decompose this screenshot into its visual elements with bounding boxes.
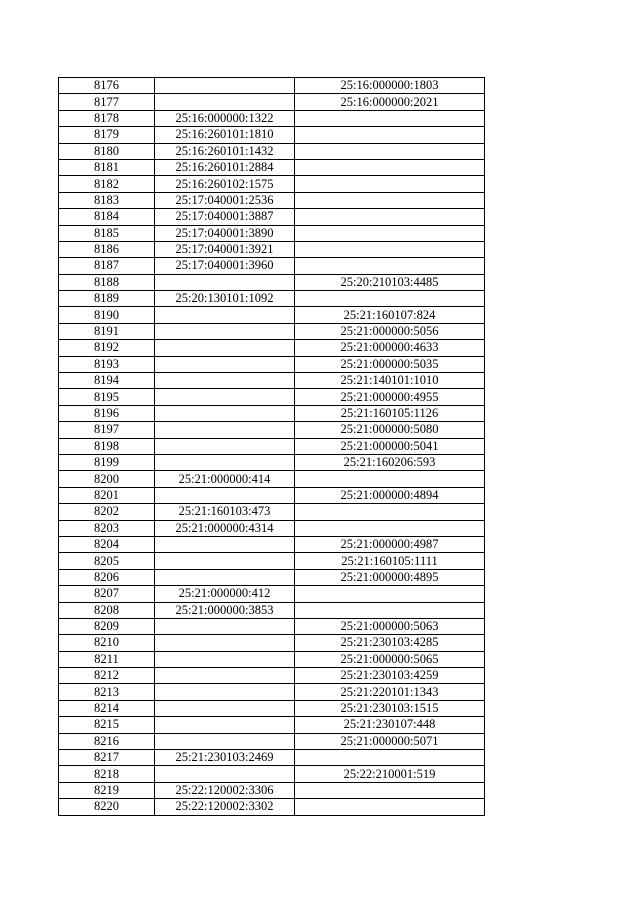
row-number-cell: 8176 bbox=[59, 78, 155, 94]
cadastral-number-cell-b: 25:21:160107:824 bbox=[295, 307, 485, 323]
table-row bbox=[59, 487, 485, 503]
table-row bbox=[59, 717, 485, 733]
row-number-cell: 8215 bbox=[59, 717, 155, 733]
cadastral-number-cell-a bbox=[155, 405, 295, 421]
row-number-cell: 8208 bbox=[59, 602, 155, 618]
cadastral-number-cell-a bbox=[155, 94, 295, 110]
cadastral-number-cell-a: 25:21:000000:4314 bbox=[155, 520, 295, 536]
row-number-cell: 8178 bbox=[59, 110, 155, 126]
cadastral-number-cell-a bbox=[155, 274, 295, 290]
table-row bbox=[59, 389, 485, 405]
row-number-cell: 8183 bbox=[59, 192, 155, 208]
cadastral-number-cell-b bbox=[295, 225, 485, 241]
cadastral-number-cell-b bbox=[295, 504, 485, 520]
table-row bbox=[59, 143, 485, 159]
table-row bbox=[59, 618, 485, 634]
row-number-cell: 8205 bbox=[59, 553, 155, 569]
cadastral-number-cell-b: 25:21:000000:5041 bbox=[295, 438, 485, 454]
cadastral-number-cell-b: 25:21:160105:1111 bbox=[295, 553, 485, 569]
row-number-cell: 8188 bbox=[59, 274, 155, 290]
table-row bbox=[59, 356, 485, 372]
table-row bbox=[59, 668, 485, 684]
cadastral-number-cell-a bbox=[155, 356, 295, 372]
cadastral-number-cell-a bbox=[155, 323, 295, 339]
table-row bbox=[59, 159, 485, 175]
table-row bbox=[59, 209, 485, 225]
cadastral-number-cell-a: 25:16:260101:1810 bbox=[155, 127, 295, 143]
cadastral-number-cell-a: 25:21:000000:3853 bbox=[155, 602, 295, 618]
cadastral-number-cell-b bbox=[295, 799, 485, 815]
table-row bbox=[59, 78, 485, 94]
table-row bbox=[59, 471, 485, 487]
table-row bbox=[59, 323, 485, 339]
row-number-cell: 8207 bbox=[59, 586, 155, 602]
cadastral-number-cell-b: 25:21:230103:1515 bbox=[295, 700, 485, 716]
row-number-cell: 8217 bbox=[59, 750, 155, 766]
row-number-cell: 8189 bbox=[59, 291, 155, 307]
row-number-cell: 8206 bbox=[59, 569, 155, 585]
cadastral-number-cell-a bbox=[155, 700, 295, 716]
row-number-cell: 8214 bbox=[59, 700, 155, 716]
cadastral-number-cell-a bbox=[155, 766, 295, 782]
row-number-cell: 8204 bbox=[59, 536, 155, 552]
row-number-cell: 8182 bbox=[59, 176, 155, 192]
cadastral-number-cell-a bbox=[155, 373, 295, 389]
row-number-cell: 8201 bbox=[59, 487, 155, 503]
row-number-cell: 8180 bbox=[59, 143, 155, 159]
row-number-cell: 8200 bbox=[59, 471, 155, 487]
cadastral-number-cell-a bbox=[155, 651, 295, 667]
table-row bbox=[59, 602, 485, 618]
table-row bbox=[59, 651, 485, 667]
cadastral-number-cell-b bbox=[295, 520, 485, 536]
cadastral-number-cell-b bbox=[295, 127, 485, 143]
cadastral-number-cell-b: 25:21:000000:5071 bbox=[295, 733, 485, 749]
cadastral-number-cell-a bbox=[155, 618, 295, 634]
cadastral-number-cell-a: 25:22:120002:3302 bbox=[155, 799, 295, 815]
table-row bbox=[59, 340, 485, 356]
row-number-cell: 8193 bbox=[59, 356, 155, 372]
cadastral-number-cell-b: 25:21:000000:4955 bbox=[295, 389, 485, 405]
cadastral-number-cell-b: 25:21:230103:4259 bbox=[295, 668, 485, 684]
cadastral-number-cell-b: 25:21:000000:5035 bbox=[295, 356, 485, 372]
cadastral-number-cell-b: 25:16:000000:2021 bbox=[295, 94, 485, 110]
table-row bbox=[59, 454, 485, 470]
cadastral-number-cell-a: 25:17:040001:2536 bbox=[155, 192, 295, 208]
row-number-cell: 8181 bbox=[59, 159, 155, 175]
cadastral-number-cell-b bbox=[295, 143, 485, 159]
row-number-cell: 8195 bbox=[59, 389, 155, 405]
row-number-cell: 8185 bbox=[59, 225, 155, 241]
table-row bbox=[59, 110, 485, 126]
cadastral-number-cell-a: 25:17:040001:3887 bbox=[155, 209, 295, 225]
table-row bbox=[59, 192, 485, 208]
cadastral-number-cell-b: 25:20:210103:4485 bbox=[295, 274, 485, 290]
row-number-cell: 8197 bbox=[59, 422, 155, 438]
cadastral-number-cell-a bbox=[155, 684, 295, 700]
row-number-cell: 8199 bbox=[59, 454, 155, 470]
row-number-cell: 8216 bbox=[59, 733, 155, 749]
table-row bbox=[59, 94, 485, 110]
table-row bbox=[59, 635, 485, 651]
cadastral-number-cell-b bbox=[295, 750, 485, 766]
cadastral-number-cell-b: 25:21:000000:5063 bbox=[295, 618, 485, 634]
table-row bbox=[59, 307, 485, 323]
cadastral-number-cell-b: 25:21:000000:4895 bbox=[295, 569, 485, 585]
row-number-cell: 8203 bbox=[59, 520, 155, 536]
cadastral-number-cell-a bbox=[155, 422, 295, 438]
row-number-cell: 8186 bbox=[59, 241, 155, 257]
cadastral-number-cell-b: 25:21:000000:4633 bbox=[295, 340, 485, 356]
row-number-cell: 8184 bbox=[59, 209, 155, 225]
cadastral-number-cell-b: 25:21:220101:1343 bbox=[295, 684, 485, 700]
cadastral-number-cell-b bbox=[295, 159, 485, 175]
cadastral-number-cell-a: 25:17:040001:3921 bbox=[155, 241, 295, 257]
row-number-cell: 8218 bbox=[59, 766, 155, 782]
cadastral-number-cell-b: 25:21:000000:5080 bbox=[295, 422, 485, 438]
cadastral-number-cell-a: 25:21:230103:2469 bbox=[155, 750, 295, 766]
row-number-cell: 8198 bbox=[59, 438, 155, 454]
cadastral-number-cell-a: 25:17:040001:3960 bbox=[155, 258, 295, 274]
table-row bbox=[59, 520, 485, 536]
cadastral-number-cell-a bbox=[155, 340, 295, 356]
row-number-cell: 8211 bbox=[59, 651, 155, 667]
cadastral-number-cell-b bbox=[295, 209, 485, 225]
cadastral-number-cell-b: 25:16:000000:1803 bbox=[295, 78, 485, 94]
table-row bbox=[59, 225, 485, 241]
table-row bbox=[59, 422, 485, 438]
row-number-cell: 8202 bbox=[59, 504, 155, 520]
table-row bbox=[59, 176, 485, 192]
row-number-cell: 8209 bbox=[59, 618, 155, 634]
cadastral-number-cell-b bbox=[295, 258, 485, 274]
cadastral-number-cell-a: 25:16:260101:1432 bbox=[155, 143, 295, 159]
row-number-cell: 8191 bbox=[59, 323, 155, 339]
table-row bbox=[59, 750, 485, 766]
cadastral-number-cell-a: 25:21:000000:412 bbox=[155, 586, 295, 602]
cadastral-number-cell-b: 25:21:000000:4987 bbox=[295, 536, 485, 552]
table-row bbox=[59, 373, 485, 389]
cadastral-number-cell-b bbox=[295, 471, 485, 487]
cadastral-number-cell-b: 25:21:000000:5065 bbox=[295, 651, 485, 667]
table-row bbox=[59, 241, 485, 257]
table-row bbox=[59, 733, 485, 749]
row-number-cell: 8220 bbox=[59, 799, 155, 815]
row-number-cell: 8187 bbox=[59, 258, 155, 274]
table-row bbox=[59, 586, 485, 602]
table-row bbox=[59, 127, 485, 143]
table-row bbox=[59, 799, 485, 815]
cadastral-number-cell-a bbox=[155, 553, 295, 569]
cadastral-number-cell-a: 25:22:120002:3306 bbox=[155, 782, 295, 798]
cadastral-number-cell-a: 25:16:260102:1575 bbox=[155, 176, 295, 192]
cadastral-number-cell-a bbox=[155, 438, 295, 454]
cadastral-number-cell-a bbox=[155, 635, 295, 651]
cadastral-number-cell-b: 25:21:000000:4894 bbox=[295, 487, 485, 503]
row-number-cell: 8219 bbox=[59, 782, 155, 798]
cadastral-number-cell-a: 25:21:000000:414 bbox=[155, 471, 295, 487]
row-number-cell: 8179 bbox=[59, 127, 155, 143]
row-number-cell: 8196 bbox=[59, 405, 155, 421]
table-row bbox=[59, 405, 485, 421]
table-row bbox=[59, 700, 485, 716]
cadastral-number-cell-b: 25:21:230107:448 bbox=[295, 717, 485, 733]
cadastral-number-cell-b bbox=[295, 176, 485, 192]
cadastral-number-cell-a bbox=[155, 717, 295, 733]
row-number-cell: 8192 bbox=[59, 340, 155, 356]
table-row bbox=[59, 274, 485, 290]
cadastral-number-cell-b bbox=[295, 782, 485, 798]
cadastral-number-cell-a: 25:20:130101:1092 bbox=[155, 291, 295, 307]
cadastral-number-table bbox=[58, 77, 485, 816]
cadastral-number-cell-a bbox=[155, 569, 295, 585]
cadastral-number-cell-a bbox=[155, 733, 295, 749]
table-row bbox=[59, 438, 485, 454]
cadastral-number-cell-a bbox=[155, 668, 295, 684]
cadastral-number-cell-a bbox=[155, 389, 295, 405]
table-row bbox=[59, 553, 485, 569]
cadastral-number-cell-b: 25:21:160105:1126 bbox=[295, 405, 485, 421]
table-row bbox=[59, 258, 485, 274]
cadastral-number-cell-a bbox=[155, 454, 295, 470]
row-number-cell: 8190 bbox=[59, 307, 155, 323]
cadastral-number-cell-b: 25:21:160206:593 bbox=[295, 454, 485, 470]
table-row bbox=[59, 504, 485, 520]
cadastral-number-cell-a: 25:21:160103:473 bbox=[155, 504, 295, 520]
table-row bbox=[59, 684, 485, 700]
cadastral-number-cell-b: 25:21:000000:5056 bbox=[295, 323, 485, 339]
row-number-cell: 8177 bbox=[59, 94, 155, 110]
table-row bbox=[59, 536, 485, 552]
table-row bbox=[59, 766, 485, 782]
cadastral-number-cell-b bbox=[295, 192, 485, 208]
table-row bbox=[59, 291, 485, 307]
cadastral-number-cell-a bbox=[155, 536, 295, 552]
row-number-cell: 8210 bbox=[59, 635, 155, 651]
table-row bbox=[59, 569, 485, 585]
cadastral-number-cell-a bbox=[155, 78, 295, 94]
row-number-cell: 8212 bbox=[59, 668, 155, 684]
row-number-cell: 8213 bbox=[59, 684, 155, 700]
cadastral-number-cell-a bbox=[155, 487, 295, 503]
cadastral-number-cell-a: 25:16:000000:1322 bbox=[155, 110, 295, 126]
cadastral-number-cell-b bbox=[295, 586, 485, 602]
cadastral-number-cell-b: 25:21:140101:1010 bbox=[295, 373, 485, 389]
cadastral-number-cell-a: 25:16:260101:2884 bbox=[155, 159, 295, 175]
cadastral-number-cell-a bbox=[155, 307, 295, 323]
cadastral-number-cell-b bbox=[295, 110, 485, 126]
cadastral-number-cell-a: 25:17:040001:3890 bbox=[155, 225, 295, 241]
cadastral-number-cell-b: 25:22:210001:519 bbox=[295, 766, 485, 782]
table-row bbox=[59, 782, 485, 798]
row-number-cell: 8194 bbox=[59, 373, 155, 389]
cadastral-number-cell-b bbox=[295, 602, 485, 618]
table-body bbox=[59, 78, 485, 816]
cadastral-number-cell-b bbox=[295, 291, 485, 307]
cadastral-number-cell-b bbox=[295, 241, 485, 257]
cadastral-number-cell-b: 25:21:230103:4285 bbox=[295, 635, 485, 651]
